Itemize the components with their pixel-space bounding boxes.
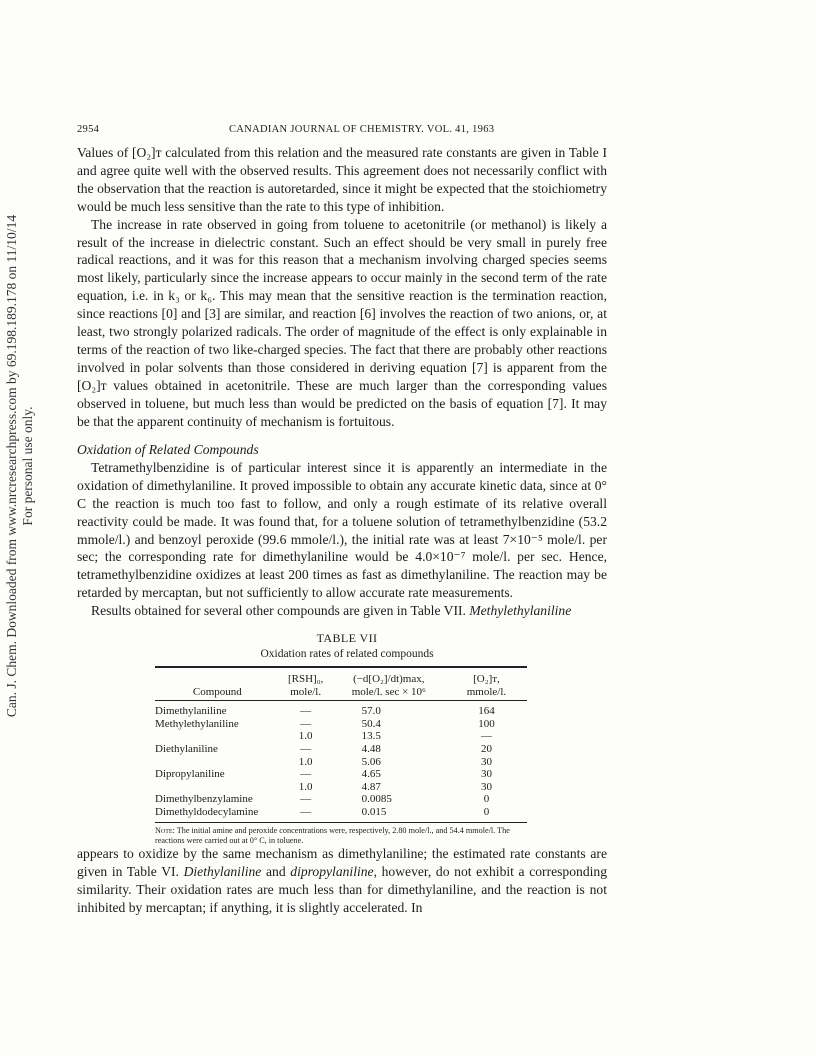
watermark-line-1: Can. J. Chem. Downloaded from www.nrcresearchpress.com by 69.198.189.178 on 11/10/14	[4, 214, 19, 718]
paragraph-5-italic-1: Diethylaniline	[183, 863, 262, 879]
cell-rsh: 1.0	[298, 780, 313, 793]
cell-o2: 30	[480, 780, 492, 793]
cell-compound	[155, 756, 280, 769]
paragraph-1: Values of [O₂]ᴛ calculated from this relation and the measured rate constants are given in Table I and agree quite well with the observed results. This agreement does not necessarily conflict with the observation that the reaction is autoretarded, since it might be expected that the stoichiometry would be much less sensitive than the rate to this type of inhibition.	[77, 145, 607, 214]
cell-o2: 30	[480, 755, 492, 768]
cell-compound: Dipropylaniline	[155, 768, 225, 781]
cell-rsh: 1.0	[298, 755, 313, 768]
header-rsh: [RSH]₀, mole/l.	[280, 667, 332, 701]
table-vii	[155, 631, 527, 846]
cell-rsh: —	[300, 768, 312, 781]
header-rate: (−d[O₂]/dt)max, mole/l. sec × 10⁶	[332, 667, 446, 701]
header-compound: Compound	[155, 667, 280, 701]
cell-rsh: —	[300, 705, 312, 718]
table-note-text: The initial amine and peroxide concentrations were, respectively, 2.80 mole/l., and 54.4 mmole/l. The reactions were carried out at 0° C, in toluene.	[155, 825, 510, 845]
cell-o2: —	[480, 730, 492, 743]
cell-compound: Methylethylaniline	[155, 717, 239, 730]
paragraph-5-text-a: appears to oxidize by the same mechanism as dimethylaniline; the estimated rate constants are given in Table VI.	[77, 846, 607, 879]
paragraph-4-text: Results obtained for several other compounds are given in Table VII.	[91, 603, 470, 619]
cell-rsh: 1.0	[298, 730, 313, 743]
cell-rsh: —	[300, 742, 312, 755]
table-row	[155, 718, 527, 731]
running-head: CANADIAN JOURNAL OF CHEMISTRY. VOL. 41, 1963	[229, 124, 495, 135]
table-row	[155, 793, 527, 806]
table-row	[155, 743, 527, 756]
paragraph-5-text-b: and	[261, 863, 291, 879]
cell-rate: 50.4	[361, 717, 381, 730]
download-watermark	[4, 106, 36, 826]
cell-o2: 0	[483, 793, 490, 806]
table-row	[155, 806, 527, 822]
paragraph-4-italic: Methylethylaniline	[469, 603, 572, 619]
table-note	[155, 826, 527, 846]
cell-rate: 4.65	[361, 768, 381, 781]
cell-o2: 30	[480, 768, 492, 781]
cell-rsh: —	[280, 806, 332, 822]
paragraph-3: Tetramethylbenzidine is of particular interest since it is apparently an intermediate in the oxidation of dimethylaniline. It proved impossible to obtain any accurate kinetic data, since at 0° C the reaction is much too fast to follow, and only a rough estimate of its relative overall reactivity could be made. It was found that, for a toluene solution of tetramethylbenzidine (53.2 mmole/l.) and benzoyl peroxide (99.6 mmole/l.), the initial rate was at least 7×10⁻⁵ mole/l. per sec; the corresponding rate for dimethylaniline would be 4.0×10⁻⁷ mole/l. per sec. Hence, tetramethylbenzidine oxidizes at least 200 times as fast as dimethylaniline. The reaction may be retarded by mercaptan, but not sufficiently to allow accurate rate measurements.	[77, 459, 607, 601]
cell-rsh: —	[300, 793, 312, 806]
table-row	[155, 756, 527, 769]
paragraph-2: The increase in rate observed in going from toluene to acetonitrile (or methanol) is likely a result of the increase in dielectric constant. Such an effect should be very small in purely free radical reactions, and it was for this reason that a mechanism involving charged species seems most likely, particularly since the increase appears to occur mainly in the second term of the rate equation, i.e. in k₃ or k₆. This may mean that the sensitive reaction is the termination reaction, since reactions [0] and [3] are similar, and reaction [6] involves the reaction of two anions, or, at least, two strongly polarized radicals. The order of magnitude of the effect is only explainable in terms of the reaction of two like-charged species. The fact that there are probably other reactions involved in polar solvents than those considered in deriving equation [7] is apparent from the [O₂]ᴛ values obtained in acetonitrile. These are much larger than the corresponding values observed in toluene, but much less than would be predicted on the basis of equation [7]. It may be that the apparent continuity of mechanism is fortuitous.	[77, 216, 607, 429]
table-row	[155, 781, 527, 794]
cell-rate: 0.0085	[361, 793, 392, 806]
header-o2: [O₂]ᴛ, mmole/l.	[446, 667, 527, 701]
oxidation-rates-table	[155, 666, 527, 823]
table-note-label: Note:	[155, 825, 175, 835]
page-number: 2954	[77, 124, 100, 135]
paragraph-5-text-c: , however, do not exhibit a corresponding similarity. Their oxidation rates are much less than for dimethylaniline, and the reaction is not inhibited by mercaptan; if anything, it is slightly accelerated. In	[77, 863, 607, 915]
table-row	[155, 730, 527, 743]
cell-o2: 0	[446, 806, 527, 822]
cell-compound: Diethylaniline	[155, 742, 218, 755]
table-body	[155, 701, 527, 822]
cell-compound: Dimethyldodecylamine	[155, 806, 280, 822]
table-number: TABLE VII	[316, 631, 378, 645]
cell-o2: 20	[480, 742, 492, 755]
body-text-middle	[77, 441, 607, 620]
cell-o2: 100	[478, 717, 495, 730]
cell-compound: Dimethylbenzylamine	[155, 793, 253, 806]
cell-rate: 4.48	[361, 742, 381, 755]
table-row	[155, 701, 527, 718]
paragraph-4	[77, 602, 607, 620]
cell-rate: 13.5	[361, 730, 381, 743]
body-text-bottom	[77, 845, 607, 917]
cell-rate: 4.87	[361, 780, 381, 793]
cell-rsh: —	[300, 717, 312, 730]
table-row	[155, 768, 527, 781]
paragraph-5	[77, 845, 607, 917]
section-subheading: Oxidation of Related Compounds	[77, 442, 259, 457]
cell-compound	[155, 730, 280, 743]
body-text-top	[77, 144, 607, 431]
cell-rate: 0.015	[332, 806, 446, 822]
cell-compound	[155, 781, 280, 794]
cell-compound: Dimethylaniline	[155, 705, 227, 718]
table-caption: Oxidation rates of related compounds	[260, 648, 434, 660]
cell-rate: 5.06	[361, 755, 381, 768]
cell-o2: 164	[478, 705, 495, 718]
watermark-line-2: For personal use only.	[20, 406, 35, 526]
paragraph-5-italic-2: dipropylaniline	[290, 863, 374, 879]
cell-rate: 57.0	[361, 705, 381, 718]
